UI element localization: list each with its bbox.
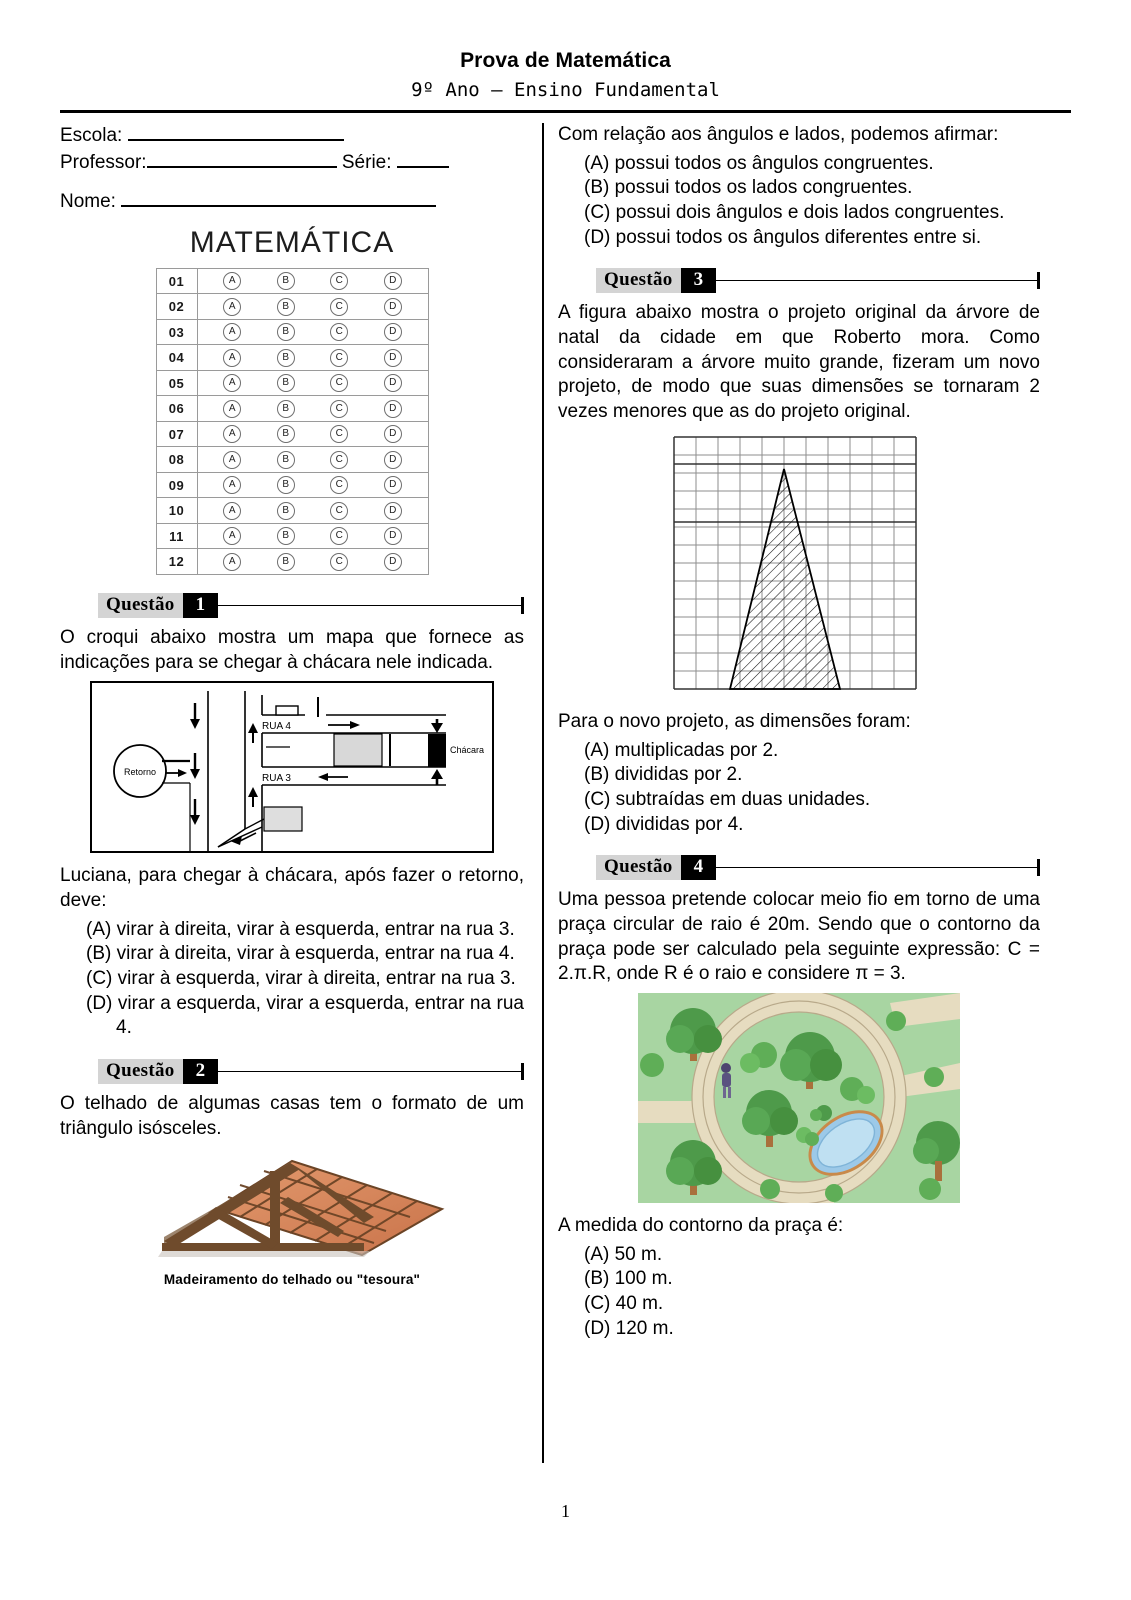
answer-row-options <box>197 549 428 575</box>
question-3-label: Questão <box>596 268 681 293</box>
answer-bubble-b[interactable]: B <box>277 272 295 290</box>
answer-bubble-b[interactable]: B <box>277 349 295 367</box>
header-divider <box>60 110 1071 113</box>
question-4-statement: Uma pessoa pretende colocar meio fio em torno de uma praça circular de raio é 20m. Sendo que o contorno da praça pode ser calculado pela seguinte expressão: C = 2.π.R, onde R é o raio e considere π = 3. <box>558 889 1040 985</box>
answer-bubble-c[interactable]: C <box>330 476 348 494</box>
answer-bubble-d[interactable]: D <box>384 272 402 290</box>
question-2-figure <box>60 1147 524 1287</box>
question-4-alternatives <box>558 1243 1040 1342</box>
answer-bubble-a[interactable]: A <box>223 298 241 316</box>
answer-bubble-a[interactable]: A <box>223 272 241 290</box>
question-3-banner <box>558 268 1040 293</box>
answer-row-options <box>197 268 428 294</box>
question-1-statement: O croqui abaixo mostra um mapa que fornece as indicações para se chegar à chácara nele indicada. <box>60 626 524 673</box>
answer-row-number: 03 <box>156 319 197 345</box>
answer-bubble-d[interactable]: D <box>384 374 402 392</box>
question-1-label: Questão <box>98 593 183 618</box>
answer-bubble-a[interactable]: A <box>223 451 241 469</box>
answer-sheet-row <box>156 268 428 294</box>
question-4-banner <box>558 855 1040 880</box>
question-2-banner <box>60 1059 524 1084</box>
answer-sheet-row <box>156 498 428 524</box>
answer-bubble-a[interactable]: A <box>223 374 241 392</box>
answer-bubble-d[interactable]: D <box>384 298 402 316</box>
answer-row-options <box>197 523 428 549</box>
answer-bubble-b[interactable]: B <box>277 502 295 520</box>
question-2-figure-caption: Madeiramento do telhado ou "tesoura" <box>163 1272 421 1288</box>
answer-bubble-b[interactable]: B <box>277 425 295 443</box>
answer-bubble-c[interactable]: C <box>330 400 348 418</box>
answer-bubble-b[interactable]: B <box>277 553 295 571</box>
answer-bubble-c[interactable]: C <box>330 349 348 367</box>
serie-input-line[interactable] <box>397 150 449 168</box>
answer-sheet-row <box>156 447 428 473</box>
answer-bubble-a[interactable]: A <box>223 349 241 367</box>
alternative-item[interactable]: (A) possui todos os ângulos congruentes. <box>584 152 934 174</box>
answer-row-number: 01 <box>156 268 197 294</box>
alternative-item[interactable]: (D) virar a esquerda, virar a esquerda, entrar na rua 4. <box>86 992 524 1039</box>
question-1-banner <box>60 593 524 618</box>
question-3-figure <box>558 431 1040 704</box>
answer-row-options <box>197 345 428 371</box>
answer-row-number: 10 <box>156 498 197 524</box>
roof-truss-svg <box>112 1147 472 1265</box>
answer-row-options <box>197 370 428 396</box>
christmas-tree-grid-svg <box>664 431 934 699</box>
page-subtitle: 9º Ano – Ensino Fundamental <box>411 79 720 102</box>
professor-label: Professor: <box>60 151 147 173</box>
left-column <box>60 123 542 1463</box>
question-2-label: Questão <box>98 1059 183 1084</box>
question-2-continuation: Com relação aos ângulos e lados, podemos afirmar: <box>558 123 999 145</box>
answer-row-options <box>197 319 428 345</box>
answer-bubble-a[interactable]: A <box>223 323 241 341</box>
answer-bubble-b[interactable]: B <box>277 451 295 469</box>
question-3-alternatives <box>558 739 1040 838</box>
answer-bubble-b[interactable]: B <box>277 323 295 341</box>
question-3-number: 3 <box>681 268 717 293</box>
page-header <box>60 48 1071 113</box>
answer-bubble-c[interactable]: C <box>330 502 348 520</box>
field-escola <box>60 123 524 150</box>
alternative-item[interactable]: (C) possui dois ângulos e dois lados congruentes. <box>584 202 1005 224</box>
answer-row-number: 04 <box>156 345 197 371</box>
answer-row-options <box>197 294 428 320</box>
alternative-item[interactable]: (D) divididas por 4. <box>584 813 744 835</box>
answer-row-options <box>197 498 428 524</box>
answer-sheet-row <box>156 421 428 447</box>
question-1-rule-cap <box>521 597 524 614</box>
question-2-number: 2 <box>183 1059 219 1084</box>
croqui-map-svg <box>90 681 494 853</box>
answer-bubble-d[interactable]: D <box>384 502 402 520</box>
answer-row-options <box>197 396 428 422</box>
answer-bubble-a[interactable]: A <box>223 527 241 545</box>
answer-sheet-row <box>156 396 428 422</box>
question-2-rule <box>218 1071 521 1072</box>
alternative-item[interactable]: (B) virar à direita, virar à esquerda, entrar na rua 4. <box>86 943 515 965</box>
alternative-item[interactable]: (C) subtraídas em duas unidades. <box>584 788 871 810</box>
answer-bubble-c[interactable]: C <box>330 527 348 545</box>
answer-bubble-c[interactable]: C <box>330 272 348 290</box>
alternative-item[interactable]: (D) possui todos os ângulos diferentes entre si. <box>584 226 982 248</box>
question-3-rule <box>716 280 1037 281</box>
map-label-rua4: RUA 4 <box>262 721 291 733</box>
answer-sheet <box>60 226 524 575</box>
question-4-rule <box>716 867 1037 868</box>
answer-sheet-row <box>156 345 428 371</box>
question-4-label: Questão <box>596 855 681 880</box>
right-column <box>558 123 1040 1463</box>
answer-bubble-b[interactable]: B <box>277 298 295 316</box>
alternative-item[interactable]: (D) 120 m. <box>584 1317 674 1339</box>
question-3-prompt: Para o novo projeto, as dimensões foram: <box>558 710 911 732</box>
answer-bubble-c[interactable]: C <box>330 323 348 341</box>
alternative-item[interactable]: (B) 100 m. <box>584 1268 673 1290</box>
column-divider <box>542 123 544 1463</box>
answer-row-number: 11 <box>156 523 197 549</box>
answer-bubble-b[interactable]: B <box>277 476 295 494</box>
answer-sheet-title: MATEMÁTICA <box>189 225 395 259</box>
page-number: 1 <box>561 1501 570 1521</box>
answer-bubble-d[interactable]: D <box>384 476 402 494</box>
alternative-item[interactable]: (C) virar à esquerda, virar à direita, entrar na rua 3. <box>86 968 516 990</box>
answer-bubble-a[interactable]: A <box>223 553 241 571</box>
nome-label: Nome: <box>60 190 116 212</box>
map-label-retorno: Retorno <box>123 767 157 778</box>
answer-bubble-b[interactable]: B <box>277 400 295 418</box>
alternative-item[interactable]: (B) possui todos os lados congruentes. <box>584 177 913 199</box>
question-3-statement: A figura abaixo mostra o projeto original da árvore de natal da cidade em que Roberto mora. Como consideraram a árvore muito grande, fizeram um novo projeto, de modo que suas dimensões se tornaram 2 vezes menores que as do projeto original. <box>558 302 1040 423</box>
answer-row-options <box>197 472 428 498</box>
answer-row-number: 02 <box>156 294 197 320</box>
answer-bubble-a[interactable]: A <box>223 425 241 443</box>
question-1-figure <box>60 681 524 858</box>
professor-input-line[interactable] <box>147 150 337 168</box>
question-2-rule-cap <box>521 1063 524 1080</box>
serie-label: Série: <box>341 151 392 173</box>
answer-row-options <box>197 421 428 447</box>
answer-sheet-table <box>156 268 429 575</box>
question-1-number: 1 <box>183 593 219 618</box>
answer-bubble-d[interactable]: D <box>384 349 402 367</box>
answer-sheet-row <box>156 523 428 549</box>
question-4-number: 4 <box>681 855 717 880</box>
answer-row-number: 07 <box>156 421 197 447</box>
answer-bubble-b[interactable]: B <box>277 527 295 545</box>
circular-plaza-svg <box>638 993 960 1203</box>
answer-row-number: 08 <box>156 447 197 473</box>
answer-sheet-row <box>156 319 428 345</box>
answer-bubble-c[interactable]: C <box>330 298 348 316</box>
answer-bubble-d[interactable]: D <box>384 451 402 469</box>
answer-bubble-d[interactable]: D <box>384 425 402 443</box>
question-2-alternatives <box>558 152 1040 251</box>
question-4-rule-cap <box>1037 859 1040 876</box>
answer-sheet-row <box>156 370 428 396</box>
answer-row-number: 06 <box>156 396 197 422</box>
two-column-body <box>60 123 1071 1463</box>
alternative-item[interactable]: (A) 50 m. <box>584 1243 663 1265</box>
escola-label: Escola: <box>60 124 123 146</box>
question-2-statement: O telhado de algumas casas tem o formato de um triângulo isósceles. <box>60 1093 524 1139</box>
question-1-rule <box>218 605 521 606</box>
question-3-rule-cap <box>1037 272 1040 289</box>
question-1-alternatives <box>60 918 524 1041</box>
answer-bubble-d[interactable]: D <box>384 553 402 571</box>
field-nome <box>60 189 524 216</box>
answer-row-options <box>197 447 428 473</box>
alternative-item[interactable]: (B) divididas por 2. <box>584 764 743 786</box>
question-1-prompt: Luciana, para chegar à chácara, após fazer o retorno, deve: <box>60 865 524 911</box>
answer-bubble-a[interactable]: A <box>223 400 241 418</box>
answer-sheet-row <box>156 472 428 498</box>
page-title: Prova de Matemática <box>460 49 671 72</box>
map-label-rua3: RUA 3 <box>262 773 291 785</box>
alternative-item[interactable]: (A) virar à direita, virar à esquerda, entrar na rua 3. <box>86 918 515 940</box>
map-label-chacara: Chácara <box>450 745 485 756</box>
answer-row-number: 12 <box>156 549 197 575</box>
answer-bubble-d[interactable]: D <box>384 527 402 545</box>
answer-bubble-a[interactable]: A <box>223 476 241 494</box>
answer-bubble-d[interactable]: D <box>384 400 402 418</box>
alternative-item[interactable]: (A) multiplicadas por 2. <box>584 739 779 761</box>
answer-bubble-c[interactable]: C <box>330 553 348 571</box>
question-4-prompt: A medida do contorno da praça é: <box>558 1215 844 1237</box>
answer-bubble-c[interactable]: C <box>330 425 348 443</box>
nome-input-line[interactable] <box>121 189 436 207</box>
question-4-figure <box>558 993 1040 1208</box>
field-professor-serie <box>60 150 524 177</box>
answer-bubble-b[interactable]: B <box>277 374 295 392</box>
answer-bubble-c[interactable]: C <box>330 374 348 392</box>
alternative-item[interactable]: (C) 40 m. <box>584 1293 664 1315</box>
answer-sheet-row <box>156 549 428 575</box>
escola-input-line[interactable] <box>128 123 344 141</box>
answer-sheet-row <box>156 294 428 320</box>
answer-bubble-a[interactable]: A <box>223 502 241 520</box>
answer-row-number: 09 <box>156 472 197 498</box>
answer-bubble-d[interactable]: D <box>384 323 402 341</box>
answer-row-number: 05 <box>156 370 197 396</box>
answer-bubble-c[interactable]: C <box>330 451 348 469</box>
